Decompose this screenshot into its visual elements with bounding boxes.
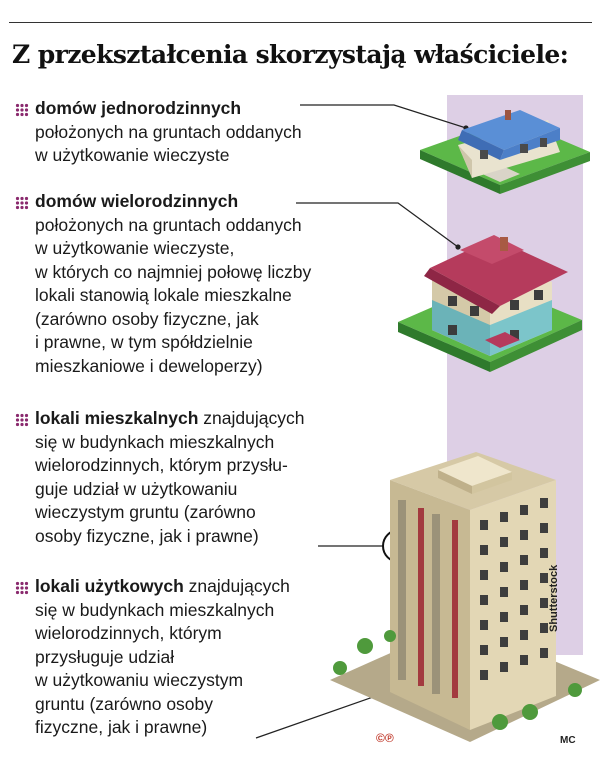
- grid-dots-icon: [15, 103, 29, 117]
- list-item: domów wielorodzinnych położonych na gruntach oddanych w użytkowanie wieczyste, w których co najmniej połowę liczby lokali stanowią lokale mieszkalne (zarówno osoby fizyczne, jak i prawne, w tym spółdzielnie mieszkaniowe i deweloperzy): [15, 190, 311, 378]
- list-item: domów jednorodzinnych położonych na gruntach oddanych w użytkowanie wieczyste: [15, 97, 302, 168]
- copyright-mark: ©℗: [376, 731, 394, 745]
- grid-dots-icon: [15, 413, 29, 427]
- grid-dots-icon: [15, 196, 29, 210]
- grid-dots-icon: [15, 581, 29, 595]
- item-bold: domów jednorodzinnych: [35, 98, 242, 118]
- multi-family-house-icon: [398, 235, 582, 372]
- item-bold: lokali mieszkalnych: [35, 408, 199, 428]
- list-item: lokali mieszkalnych znajdujących się w budynkach mieszkalnych wielorodzinnych, którym przysłu- guje udział w użytkowaniu wieczystym gruntu (zarówno osoby fizyczne, jak i prawne): [15, 407, 304, 548]
- list-item: lokali użytkowych znajdujących się w budynkach mieszkalnych wielorodzinnych, którym przysługuje udział w użytkowaniu wieczystym gruntu (zarówno osoby fizyczne, jak i prawne): [15, 575, 290, 740]
- photo-credit: Shutterstock: [548, 564, 560, 632]
- author-credit: MC: [560, 735, 576, 746]
- item-bold: domów wielorodzinnych: [35, 191, 239, 211]
- item-bold: lokali użytkowych: [35, 576, 184, 596]
- page-title: Z przekształcenia skorzystają właściciele:: [12, 40, 569, 69]
- single-family-house-icon: [420, 110, 590, 194]
